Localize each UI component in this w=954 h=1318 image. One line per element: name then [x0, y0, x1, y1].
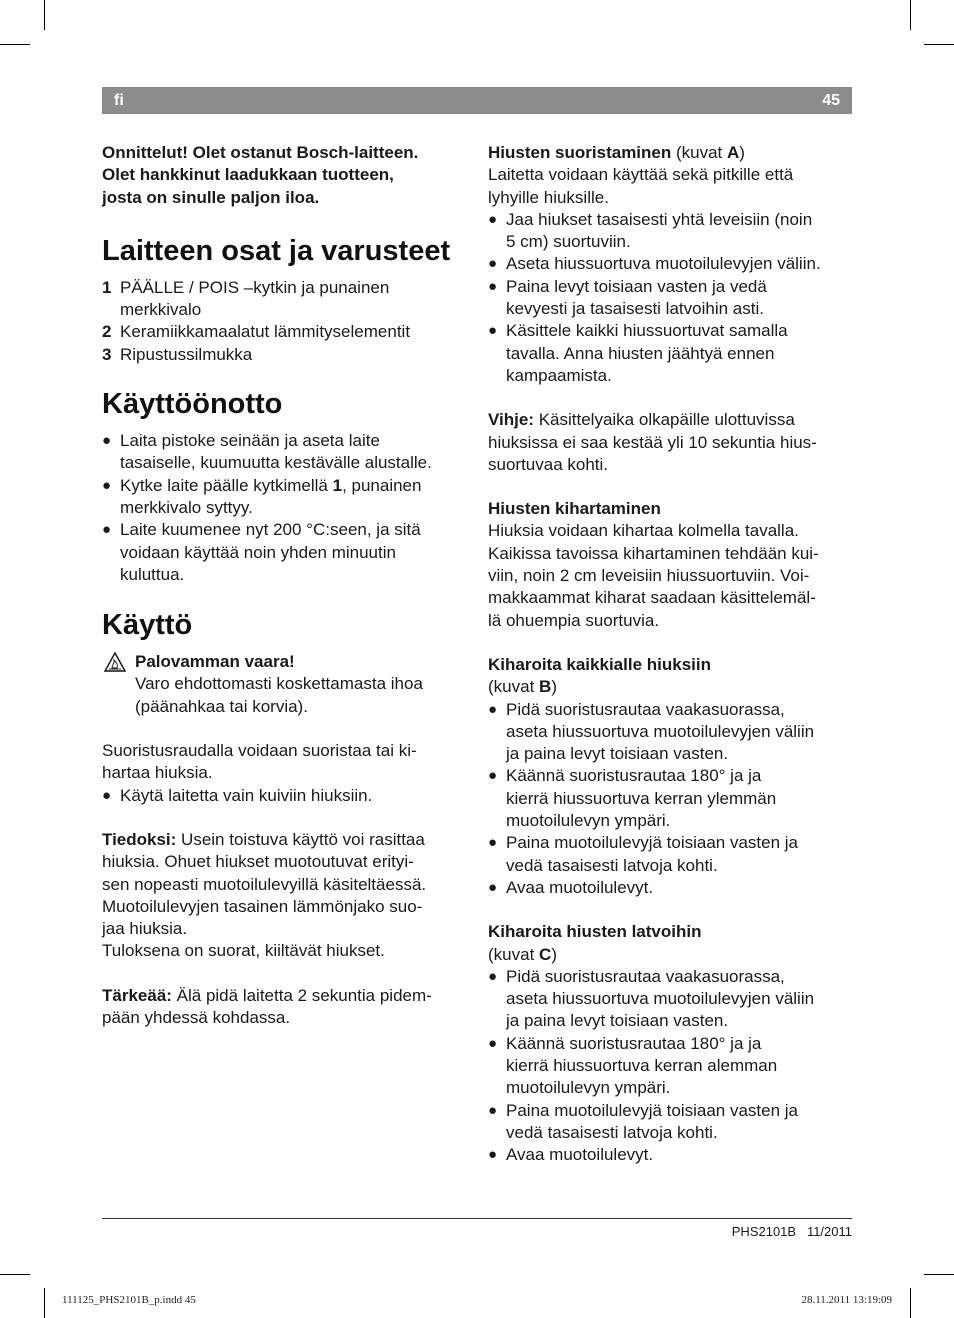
- intro-text: Onnittelut! Olet ostanut Bosch-laitteen. Olet hankkinut laadukkaan tuotteen, josta on sinulle paljon iloa.: [102, 143, 419, 207]
- warning-block: Palovamman vaara! Varo ehdottomasti koskettamasta ihoa (päänahkaa tai korvia).: [102, 651, 462, 718]
- important-text: Tärkeää: Älä pidä laitetta 2 sekuntia pidem- pään yhdessä kohdassa.: [102, 985, 432, 1028]
- list-item: 1 PÄÄLLE / POIS –kytkin ja punainen merkkivalo: [102, 277, 390, 320]
- straightening-steps: [488, 209, 854, 387]
- crop-mark: [910, 1288, 911, 1318]
- language-code: fi: [114, 92, 124, 109]
- section-title-parts: Laitteen osat ja varusteet: [102, 234, 451, 267]
- list-item: ● Laite kuumenee nyt 200 °C:seen, ja sitä voidaan käyttää noin yhden minuutin kuluttua.: [102, 519, 462, 586]
- usage-text: Suoristusraudalla voidaan suoristaa tai ki- hartaa hiuksia.: [102, 741, 417, 783]
- list-item: ● Paina levyt toisiaan vasten ja vedä kevyesti ja tasaisesti latvoihin asti.: [488, 276, 854, 321]
- curling-section: Hiusten kihartaminen Hiuksia voidaan kihartaa kolmella tavalla. Kaikissa tavoissa kihartaminen tehdään kui- viin, noin 2 cm leveisiin hiussuortuviin. Voi- makkaammat kiharat saadaan käsittelemäl- lä ohuempia suortuvia.: [488, 499, 819, 630]
- list-item: ● Paina muotoilulevyjä toisiaan vasten ja vedä tasaisesti latvoja kohti.: [488, 1100, 854, 1145]
- page-number: 45: [822, 92, 840, 109]
- note-text: Tiedoksi: Usein toistuva käyttö voi rasittaa hiuksia. Ohuet hiukset muotoutuvat erityi- sen nopeasti muotoilulevyillä käsiteltäessä. Muotoilulevyjen tasainen lämmönjako suo- jaa hiuksia. Tuloksena on suorat, kiiltävät hiukset.: [102, 829, 427, 961]
- list-item: ● Avaa muotoilulevyt.: [488, 1144, 854, 1166]
- right-column: [488, 142, 854, 1166]
- crop-mark: [924, 1274, 954, 1275]
- crop-mark: [910, 0, 911, 30]
- tip-text: Vihje: Käsittelyaika olkapäille ulottuvissa hiuksissa ei saa kestää yli 10 sekuntia hius- suortuvaa kohti.: [488, 410, 817, 474]
- print-slug-timestamp: 28.11.2011 13:19:09: [801, 1294, 892, 1306]
- list-item: ● Käytä laitetta vain kuiviin hiuksiin.: [102, 785, 462, 807]
- crop-mark: [0, 44, 30, 45]
- list-item: 3 Ripustussilmukka: [102, 344, 253, 364]
- list-item: ● Pidä suoristusrautaa vaakasuorassa, aseta hiussuortuva muotoilulevyjen väliin ja paina levyt toisiaan vasten.: [488, 699, 854, 766]
- list-item: ● Käsittele kaikki hiussuortuvat samalla tavalla. Anna hiusten jäähtyä ennen kampaamista.: [488, 320, 854, 387]
- setup-list: [102, 430, 462, 586]
- warning-icon: [104, 652, 126, 672]
- list-item: ● Pidä suoristusrautaa vaakasuorassa, aseta hiussuortuva muotoilulevyjen väliin ja paina levyt toisiaan vasten.: [488, 966, 854, 1033]
- section-title-usage: Käyttö: [102, 609, 193, 642]
- list-item: 2 Keramiikkamaalatut lämmityselementit: [102, 322, 411, 342]
- parts-list: [102, 277, 462, 366]
- list-item: ● Avaa muotoilulevyt.: [488, 877, 854, 899]
- straightening-heading: Hiusten suoristaminen (kuvat A) Laitetta voidaan käyttää sekä pitkille että lyhyille hiuksille.: [488, 143, 794, 207]
- list-item: ● Laita pistoke seinään ja aseta laite tasaiselle, kuumuutta kestävälle alustalle.: [102, 430, 462, 475]
- crop-mark: [924, 44, 954, 45]
- curl-ends-heading: Kiharoita hiusten latvoihin (kuvat C): [488, 922, 702, 964]
- page-header-bar: [102, 87, 852, 114]
- list-item: ● Paina muotoilulevyjä toisiaan vasten ja vedä tasaisesti latvoja kohti.: [488, 832, 854, 877]
- footer-rule: [102, 1218, 852, 1219]
- section-title-setup: Käyttöönotto: [102, 388, 283, 421]
- curl-all-heading: Kiharoita kaikkialle hiuksiin (kuvat B): [488, 654, 711, 697]
- crop-mark: [44, 0, 45, 30]
- list-item: ● Kytke laite päälle kytkimellä 1, punainen merkkivalo syttyy.: [102, 475, 462, 520]
- footer-model-date: PHS2101B 11/2011: [731, 1224, 852, 1239]
- list-item: ● Aseta hiussuortuva muotoilulevyjen väliin.: [488, 253, 854, 275]
- list-item: ● Käännä suoristusrautaa 180° ja ja kierrä hiussuortuva kerran ylemmän muotoilulevyn ympäri.: [488, 765, 854, 832]
- crop-mark: [44, 1288, 45, 1318]
- print-slug-file: 111125_PHS2101B_p.indd 45: [62, 1294, 196, 1306]
- curl-all-steps: [488, 699, 854, 900]
- list-item: ● Jaa hiukset tasaisesti yhtä leveisiin (noin 5 cm) suortuviin.: [488, 209, 854, 254]
- list-item: ● Käännä suoristusrautaa 180° ja ja kierrä hiussuortuva kerran alemman muotoilulevyn ympäri.: [488, 1033, 854, 1100]
- crop-mark: [0, 1274, 30, 1275]
- left-column: [102, 142, 462, 1029]
- curl-ends-steps: [488, 966, 854, 1167]
